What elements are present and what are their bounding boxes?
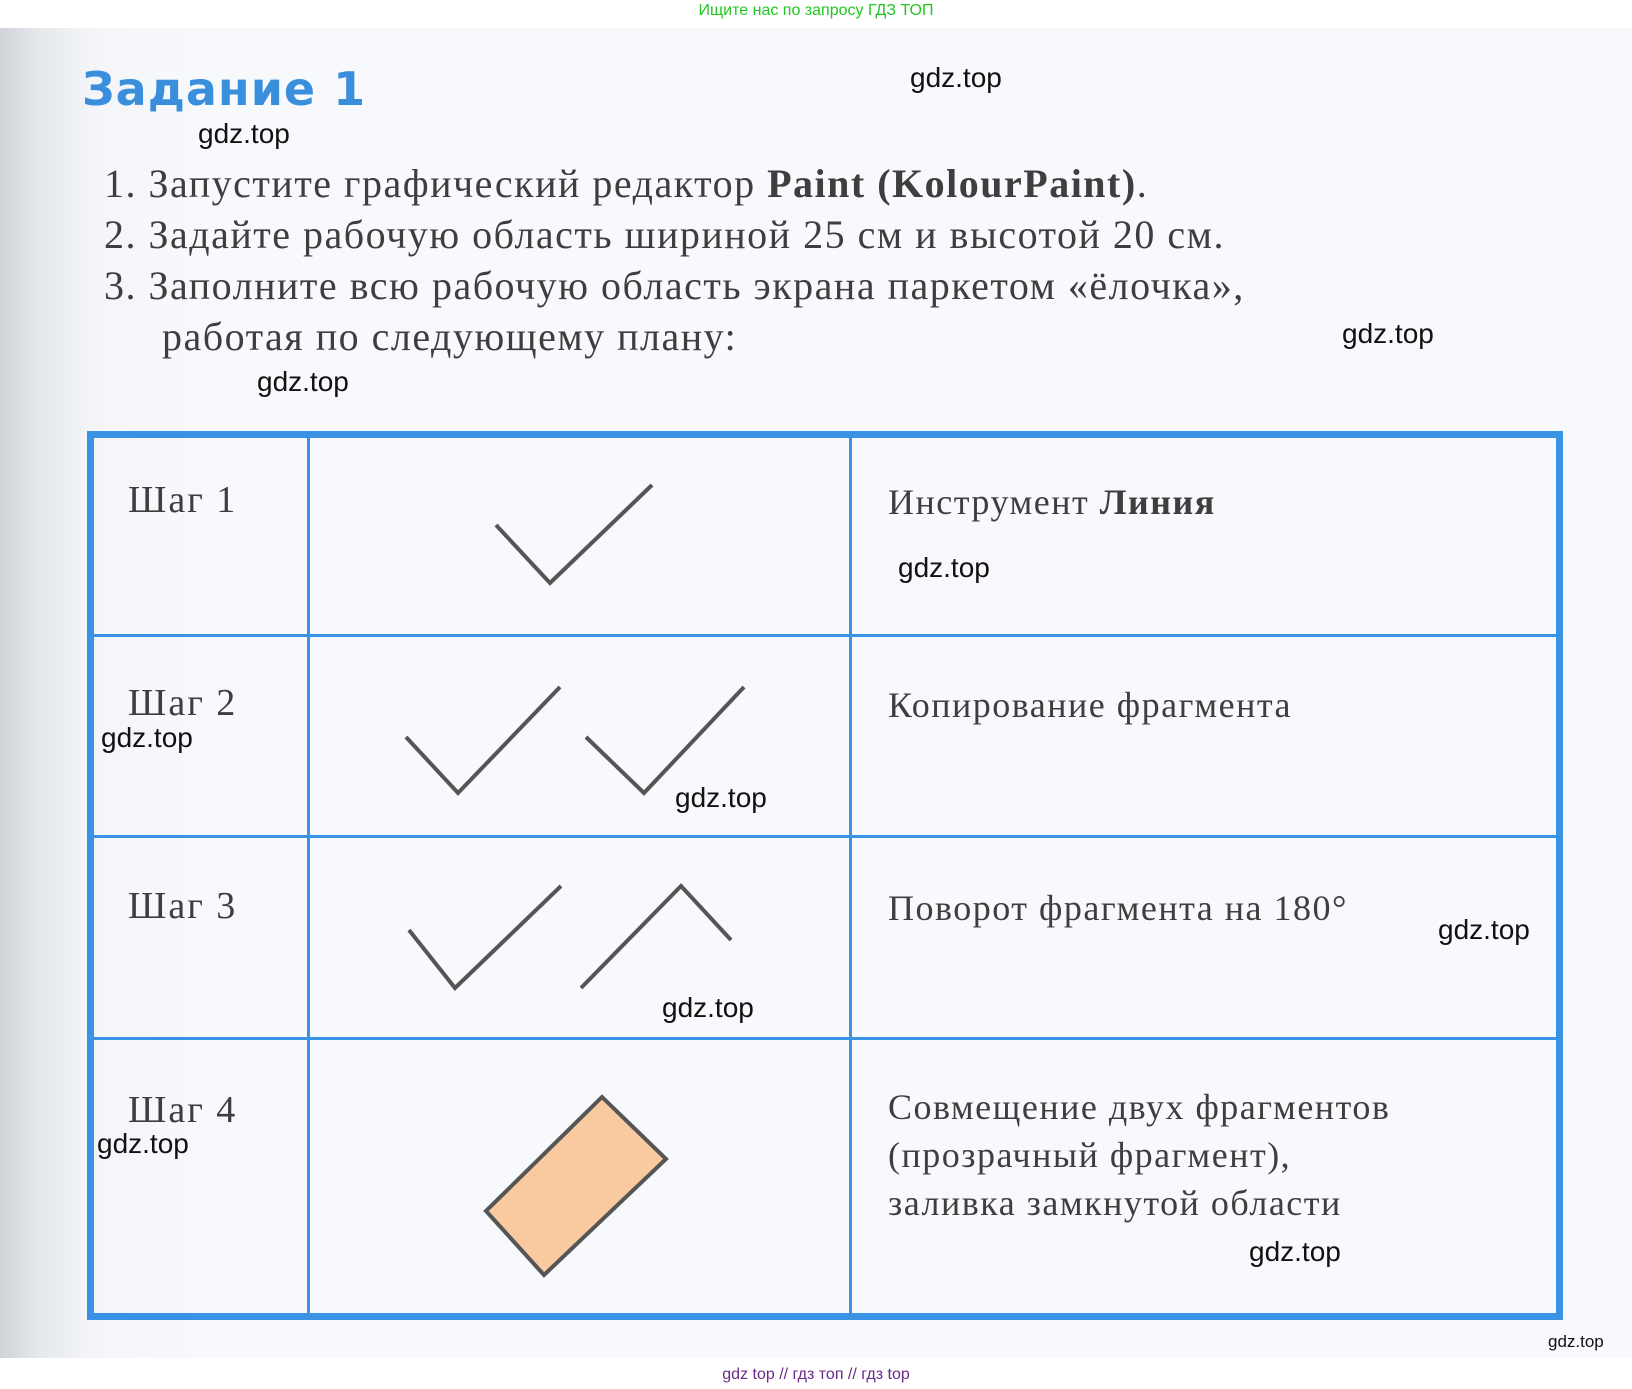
footer-watermark: gdz top // гдз топ // гдз top — [722, 1366, 910, 1383]
steps-table — [87, 431, 1563, 1320]
watermark: gdz.top — [97, 1128, 189, 1159]
watermark: gdz.top — [675, 782, 767, 813]
step-4-description: Совмещение двух фрагментов (прозрачный фрагмент), заливка замкнутой области — [888, 1087, 1391, 1223]
watermark: gdz.top — [910, 62, 1002, 93]
app-name: Paint (KolourPaint) — [767, 161, 1137, 206]
step-2-description: Копирование фрагмента — [888, 685, 1293, 725]
instruction-3-continuation: работая по следующему плану: — [162, 314, 738, 359]
instruction-2: 2. Задайте рабочую область шириной 25 см и высотой 20 см. — [104, 212, 1225, 257]
search-banner: Ищите нас по запросу ГДЗ ТОП — [698, 2, 934, 19]
watermark: gdz.top — [1438, 914, 1530, 945]
step-1-description: Инструмент Линия — [888, 482, 1216, 522]
filled-parallelogram-icon — [482, 1093, 672, 1283]
column-divider-1 — [307, 438, 310, 1313]
watermark: gdz.top — [1342, 318, 1434, 349]
row-divider-1 — [94, 634, 1556, 637]
two-checks-icon — [404, 685, 754, 795]
step-4-label: Шаг 4 — [128, 1089, 238, 1131]
watermark: gdz.top — [198, 118, 290, 149]
watermark: gdz.top — [257, 366, 349, 397]
step-2-label: Шаг 2 — [128, 682, 238, 724]
row-divider-2 — [94, 835, 1556, 838]
task-title: Задание 1 — [82, 62, 367, 116]
column-divider-2 — [849, 438, 852, 1313]
watermark: gdz.top — [662, 992, 754, 1023]
watermark: gdz.top — [1548, 1332, 1604, 1351]
row-divider-3 — [94, 1037, 1556, 1040]
step-1-label: Шаг 1 — [128, 479, 238, 521]
step-3-label: Шаг 3 — [128, 885, 238, 927]
watermark: gdz.top — [101, 722, 193, 753]
instruction-3: 3. Заполните всю рабочую область экрана паркетом «ёлочка», — [104, 263, 1245, 308]
step-3-description: Поворот фрагмента на 180° — [888, 888, 1348, 928]
single-check-icon — [494, 483, 664, 593]
watermark: gdz.top — [1249, 1236, 1341, 1267]
check-and-rotated-check-icon — [407, 884, 747, 996]
instruction-1: 1. Запустите графический редактор Paint (KolourPaint). — [104, 161, 1149, 206]
watermark: gdz.top — [898, 552, 990, 583]
